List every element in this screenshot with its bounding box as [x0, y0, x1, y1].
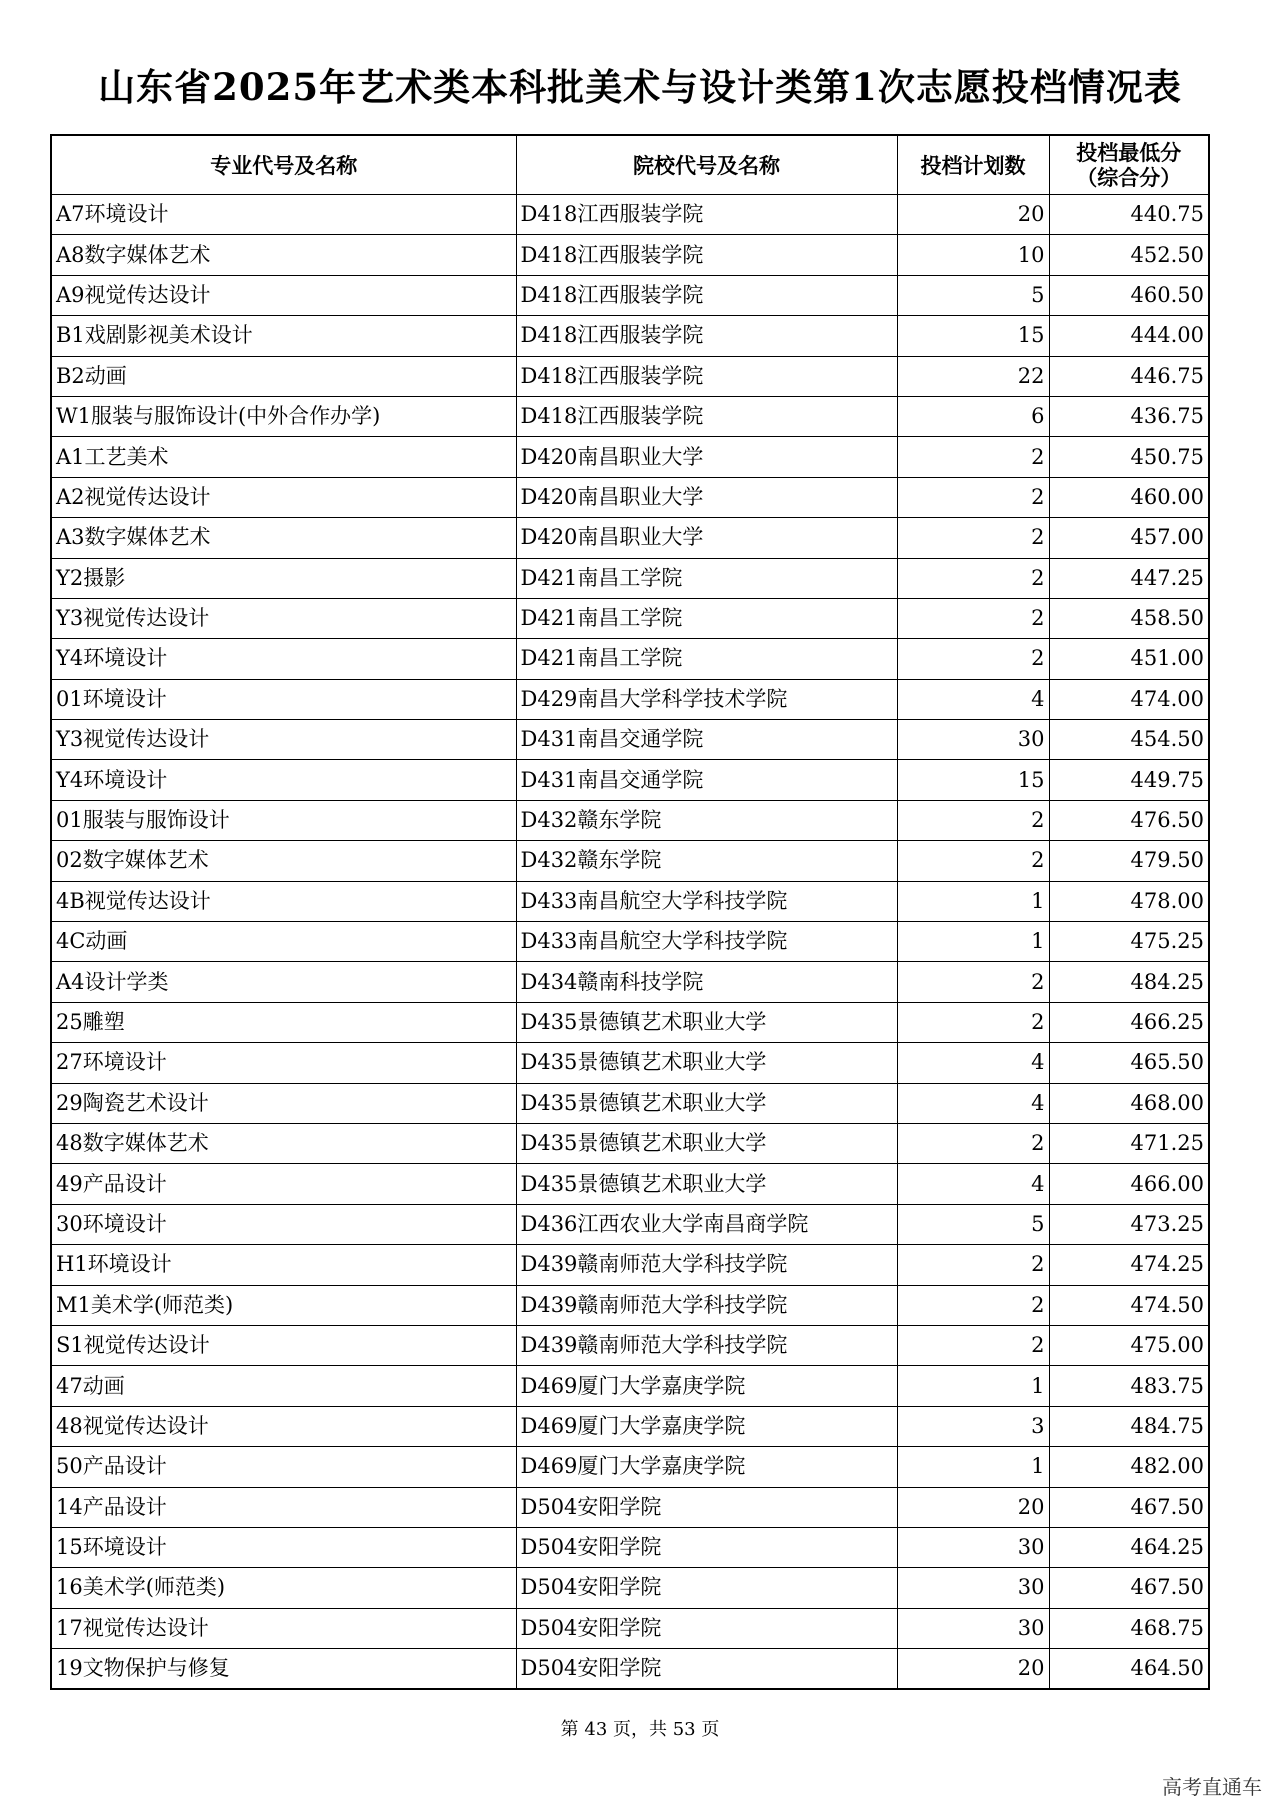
major-cell: 47动画 — [51, 1366, 516, 1406]
plan-cell: 2 — [897, 841, 1049, 881]
header-score-line1: 投档最低分 — [1076, 140, 1182, 165]
plan-cell: 2 — [897, 1285, 1049, 1325]
table-row — [51, 477, 1209, 517]
header-score — [1049, 135, 1209, 195]
score-cell: 454.50 — [1049, 720, 1209, 760]
score-cell: 466.00 — [1049, 1164, 1209, 1204]
score-cell: 484.75 — [1049, 1406, 1209, 1446]
major-cell: 14产品设计 — [51, 1487, 516, 1527]
plan-cell: 1 — [897, 922, 1049, 962]
major-cell: 49产品设计 — [51, 1164, 516, 1204]
plan-cell: 4 — [897, 679, 1049, 719]
table-row — [51, 1406, 1209, 1446]
score-cell: 475.25 — [1049, 922, 1209, 962]
table-row — [51, 1325, 1209, 1365]
school-cell: D434赣南科技学院 — [516, 962, 897, 1002]
score-cell: 458.50 — [1049, 598, 1209, 638]
major-cell: 48视觉传达设计 — [51, 1406, 516, 1446]
table-row — [51, 760, 1209, 800]
major-cell: 01服装与服饰设计 — [51, 800, 516, 840]
score-cell: 482.00 — [1049, 1447, 1209, 1487]
header-score-line2: （综合分） — [1076, 165, 1182, 190]
school-cell: D435景德镇艺术职业大学 — [516, 1043, 897, 1083]
plan-cell: 2 — [897, 1002, 1049, 1042]
score-cell: 464.25 — [1049, 1527, 1209, 1567]
score-cell: 478.00 — [1049, 881, 1209, 921]
school-cell: D504安阳学院 — [516, 1487, 897, 1527]
school-cell: D420南昌职业大学 — [516, 518, 897, 558]
major-cell: Y4环境设计 — [51, 760, 516, 800]
page-title: 山东省2025年艺术类本科批美术与设计类第1次志愿投档情况表 — [98, 65, 1182, 109]
table-row — [51, 1083, 1209, 1123]
plan-cell: 4 — [897, 1164, 1049, 1204]
plan-cell: 2 — [897, 800, 1049, 840]
plan-cell: 2 — [897, 1325, 1049, 1365]
major-cell: S1视觉传达设计 — [51, 1325, 516, 1365]
major-cell: 25雕塑 — [51, 1002, 516, 1042]
school-cell: D420南昌职业大学 — [516, 437, 897, 477]
school-cell: D429南昌大学科学技术学院 — [516, 679, 897, 719]
plan-cell: 15 — [897, 316, 1049, 356]
major-cell: 4B视觉传达设计 — [51, 881, 516, 921]
plan-cell: 2 — [897, 598, 1049, 638]
school-cell: D439赣南师范大学科技学院 — [516, 1245, 897, 1285]
table-row — [51, 962, 1209, 1002]
major-cell: A7环境设计 — [51, 195, 516, 235]
table-row — [51, 1447, 1209, 1487]
school-cell: D433南昌航空大学科技学院 — [516, 922, 897, 962]
table-row — [51, 356, 1209, 396]
plan-cell: 1 — [897, 881, 1049, 921]
plan-cell: 30 — [897, 1527, 1049, 1567]
plan-cell: 20 — [897, 195, 1049, 235]
school-cell: D439赣南师范大学科技学院 — [516, 1325, 897, 1365]
score-cell: 460.50 — [1049, 275, 1209, 315]
score-cell: 476.50 — [1049, 800, 1209, 840]
table-row — [51, 1608, 1209, 1648]
table-row — [51, 841, 1209, 881]
major-cell: A3数字媒体艺术 — [51, 518, 516, 558]
school-cell: D421南昌工学院 — [516, 639, 897, 679]
table-row — [51, 598, 1209, 638]
table-row — [51, 922, 1209, 962]
table-row — [51, 1043, 1209, 1083]
major-cell: 15环境设计 — [51, 1527, 516, 1567]
score-cell: 479.50 — [1049, 841, 1209, 881]
major-cell: A9视觉传达设计 — [51, 275, 516, 315]
school-cell: D504安阳学院 — [516, 1527, 897, 1567]
score-cell: 466.25 — [1049, 1002, 1209, 1042]
admission-table — [50, 134, 1210, 1690]
school-cell: D469厦门大学嘉庚学院 — [516, 1366, 897, 1406]
major-cell: 16美术学(师范类) — [51, 1568, 516, 1608]
school-cell: D421南昌工学院 — [516, 558, 897, 598]
table-row — [51, 1568, 1209, 1608]
plan-cell: 20 — [897, 1649, 1049, 1690]
major-cell: 29陶瓷艺术设计 — [51, 1083, 516, 1123]
major-cell: A2视觉传达设计 — [51, 477, 516, 517]
school-cell: D432赣东学院 — [516, 841, 897, 881]
table-row — [51, 639, 1209, 679]
score-cell: 484.25 — [1049, 962, 1209, 1002]
score-cell: 473.25 — [1049, 1204, 1209, 1244]
major-cell: Y3视觉传达设计 — [51, 720, 516, 760]
table-header-row — [51, 135, 1209, 195]
score-cell: 465.50 — [1049, 1043, 1209, 1083]
plan-cell: 2 — [897, 962, 1049, 1002]
plan-cell: 15 — [897, 760, 1049, 800]
school-cell: D439赣南师范大学科技学院 — [516, 1285, 897, 1325]
table-row — [51, 1527, 1209, 1567]
header-major: 专业代号及名称 — [51, 135, 516, 195]
table-body — [51, 195, 1209, 1690]
plan-cell: 20 — [897, 1487, 1049, 1527]
plan-cell: 30 — [897, 1608, 1049, 1648]
major-cell: 4C动画 — [51, 922, 516, 962]
plan-cell: 1 — [897, 1366, 1049, 1406]
table-row — [51, 195, 1209, 235]
score-cell: 449.75 — [1049, 760, 1209, 800]
major-cell: 27环境设计 — [51, 1043, 516, 1083]
school-cell: D420南昌职业大学 — [516, 477, 897, 517]
school-cell: D436江西农业大学南昌商学院 — [516, 1204, 897, 1244]
plan-cell: 2 — [897, 1245, 1049, 1285]
score-cell: 451.00 — [1049, 639, 1209, 679]
table-row — [51, 437, 1209, 477]
school-cell: D432赣东学院 — [516, 800, 897, 840]
score-cell: 483.75 — [1049, 1366, 1209, 1406]
score-cell: 467.50 — [1049, 1487, 1209, 1527]
watermark: 高考直通车 — [1162, 1775, 1262, 1799]
plan-cell: 3 — [897, 1406, 1049, 1446]
major-cell: 17视觉传达设计 — [51, 1608, 516, 1648]
major-cell: Y2摄影 — [51, 558, 516, 598]
header-school: 院校代号及名称 — [516, 135, 897, 195]
plan-cell: 6 — [897, 396, 1049, 436]
score-cell: 444.00 — [1049, 316, 1209, 356]
score-cell: 440.75 — [1049, 195, 1209, 235]
score-cell: 475.00 — [1049, 1325, 1209, 1365]
major-cell: Y4环境设计 — [51, 639, 516, 679]
school-cell: D418江西服装学院 — [516, 235, 897, 275]
major-cell: 48数字媒体艺术 — [51, 1123, 516, 1163]
score-cell: 452.50 — [1049, 235, 1209, 275]
table-row — [51, 1245, 1209, 1285]
school-cell: D418江西服装学院 — [516, 356, 897, 396]
school-cell: D435景德镇艺术职业大学 — [516, 1002, 897, 1042]
table-row — [51, 800, 1209, 840]
table-row — [51, 1366, 1209, 1406]
school-cell: D418江西服装学院 — [516, 275, 897, 315]
plan-cell: 5 — [897, 275, 1049, 315]
major-cell: 01环境设计 — [51, 679, 516, 719]
school-cell: D435景德镇艺术职业大学 — [516, 1164, 897, 1204]
table-row — [51, 396, 1209, 436]
table-row — [51, 275, 1209, 315]
major-cell: A8数字媒体艺术 — [51, 235, 516, 275]
school-cell: D418江西服装学院 — [516, 396, 897, 436]
table-row — [51, 1285, 1209, 1325]
major-cell: H1环境设计 — [51, 1245, 516, 1285]
plan-cell: 22 — [897, 356, 1049, 396]
page-footer: 第 43 页，共 53 页 — [560, 1719, 720, 1740]
school-cell: D504安阳学院 — [516, 1608, 897, 1648]
table-row — [51, 316, 1209, 356]
plan-cell: 5 — [897, 1204, 1049, 1244]
school-cell: D418江西服装学院 — [516, 316, 897, 356]
school-cell: D433南昌航空大学科技学院 — [516, 881, 897, 921]
plan-cell: 2 — [897, 518, 1049, 558]
score-cell: 446.75 — [1049, 356, 1209, 396]
major-cell: Y3视觉传达设计 — [51, 598, 516, 638]
major-cell: A4设计学类 — [51, 962, 516, 1002]
school-cell: D435景德镇艺术职业大学 — [516, 1083, 897, 1123]
plan-cell: 2 — [897, 639, 1049, 679]
major-cell: 19文物保护与修复 — [51, 1649, 516, 1690]
table-row — [51, 518, 1209, 558]
score-cell: 447.25 — [1049, 558, 1209, 598]
score-cell: 460.00 — [1049, 477, 1209, 517]
major-cell: 50产品设计 — [51, 1447, 516, 1487]
major-cell: W1服装与服饰设计(中外合作办学) — [51, 396, 516, 436]
school-cell: D418江西服装学院 — [516, 195, 897, 235]
plan-cell: 10 — [897, 235, 1049, 275]
plan-cell: 4 — [897, 1083, 1049, 1123]
score-cell: 474.00 — [1049, 679, 1209, 719]
score-cell: 468.00 — [1049, 1083, 1209, 1123]
score-cell: 464.50 — [1049, 1649, 1209, 1690]
table-row — [51, 1649, 1209, 1690]
school-cell: D421南昌工学院 — [516, 598, 897, 638]
table-row — [51, 1123, 1209, 1163]
score-cell: 474.50 — [1049, 1285, 1209, 1325]
score-cell: 457.00 — [1049, 518, 1209, 558]
score-cell: 471.25 — [1049, 1123, 1209, 1163]
table-row — [51, 1164, 1209, 1204]
plan-cell: 2 — [897, 1123, 1049, 1163]
table-row — [51, 235, 1209, 275]
major-cell: 30环境设计 — [51, 1204, 516, 1244]
score-cell: 474.25 — [1049, 1245, 1209, 1285]
school-cell: D504安阳学院 — [516, 1649, 897, 1690]
major-cell: B2动画 — [51, 356, 516, 396]
school-cell: D431南昌交通学院 — [516, 760, 897, 800]
major-cell: 02数字媒体艺术 — [51, 841, 516, 881]
school-cell: D469厦门大学嘉庚学院 — [516, 1406, 897, 1446]
plan-cell: 30 — [897, 1568, 1049, 1608]
score-cell: 467.50 — [1049, 1568, 1209, 1608]
school-cell: D504安阳学院 — [516, 1568, 897, 1608]
table-row — [51, 1487, 1209, 1527]
plan-cell: 2 — [897, 558, 1049, 598]
school-cell: D435景德镇艺术职业大学 — [516, 1123, 897, 1163]
table-row — [51, 881, 1209, 921]
table-row — [51, 1002, 1209, 1042]
table-row — [51, 679, 1209, 719]
plan-cell: 4 — [897, 1043, 1049, 1083]
school-cell: D431南昌交通学院 — [516, 720, 897, 760]
score-cell: 436.75 — [1049, 396, 1209, 436]
score-cell: 468.75 — [1049, 1608, 1209, 1648]
header-plan: 投档计划数 — [897, 135, 1049, 195]
score-cell: 450.75 — [1049, 437, 1209, 477]
plan-cell: 2 — [897, 477, 1049, 517]
table-row — [51, 558, 1209, 598]
table-row — [51, 720, 1209, 760]
table-row — [51, 1204, 1209, 1244]
school-cell: D469厦门大学嘉庚学院 — [516, 1447, 897, 1487]
plan-cell: 2 — [897, 437, 1049, 477]
plan-cell: 30 — [897, 720, 1049, 760]
major-cell: A1工艺美术 — [51, 437, 516, 477]
major-cell: M1美术学(师范类) — [51, 1285, 516, 1325]
major-cell: B1戏剧影视美术设计 — [51, 316, 516, 356]
plan-cell: 1 — [897, 1447, 1049, 1487]
